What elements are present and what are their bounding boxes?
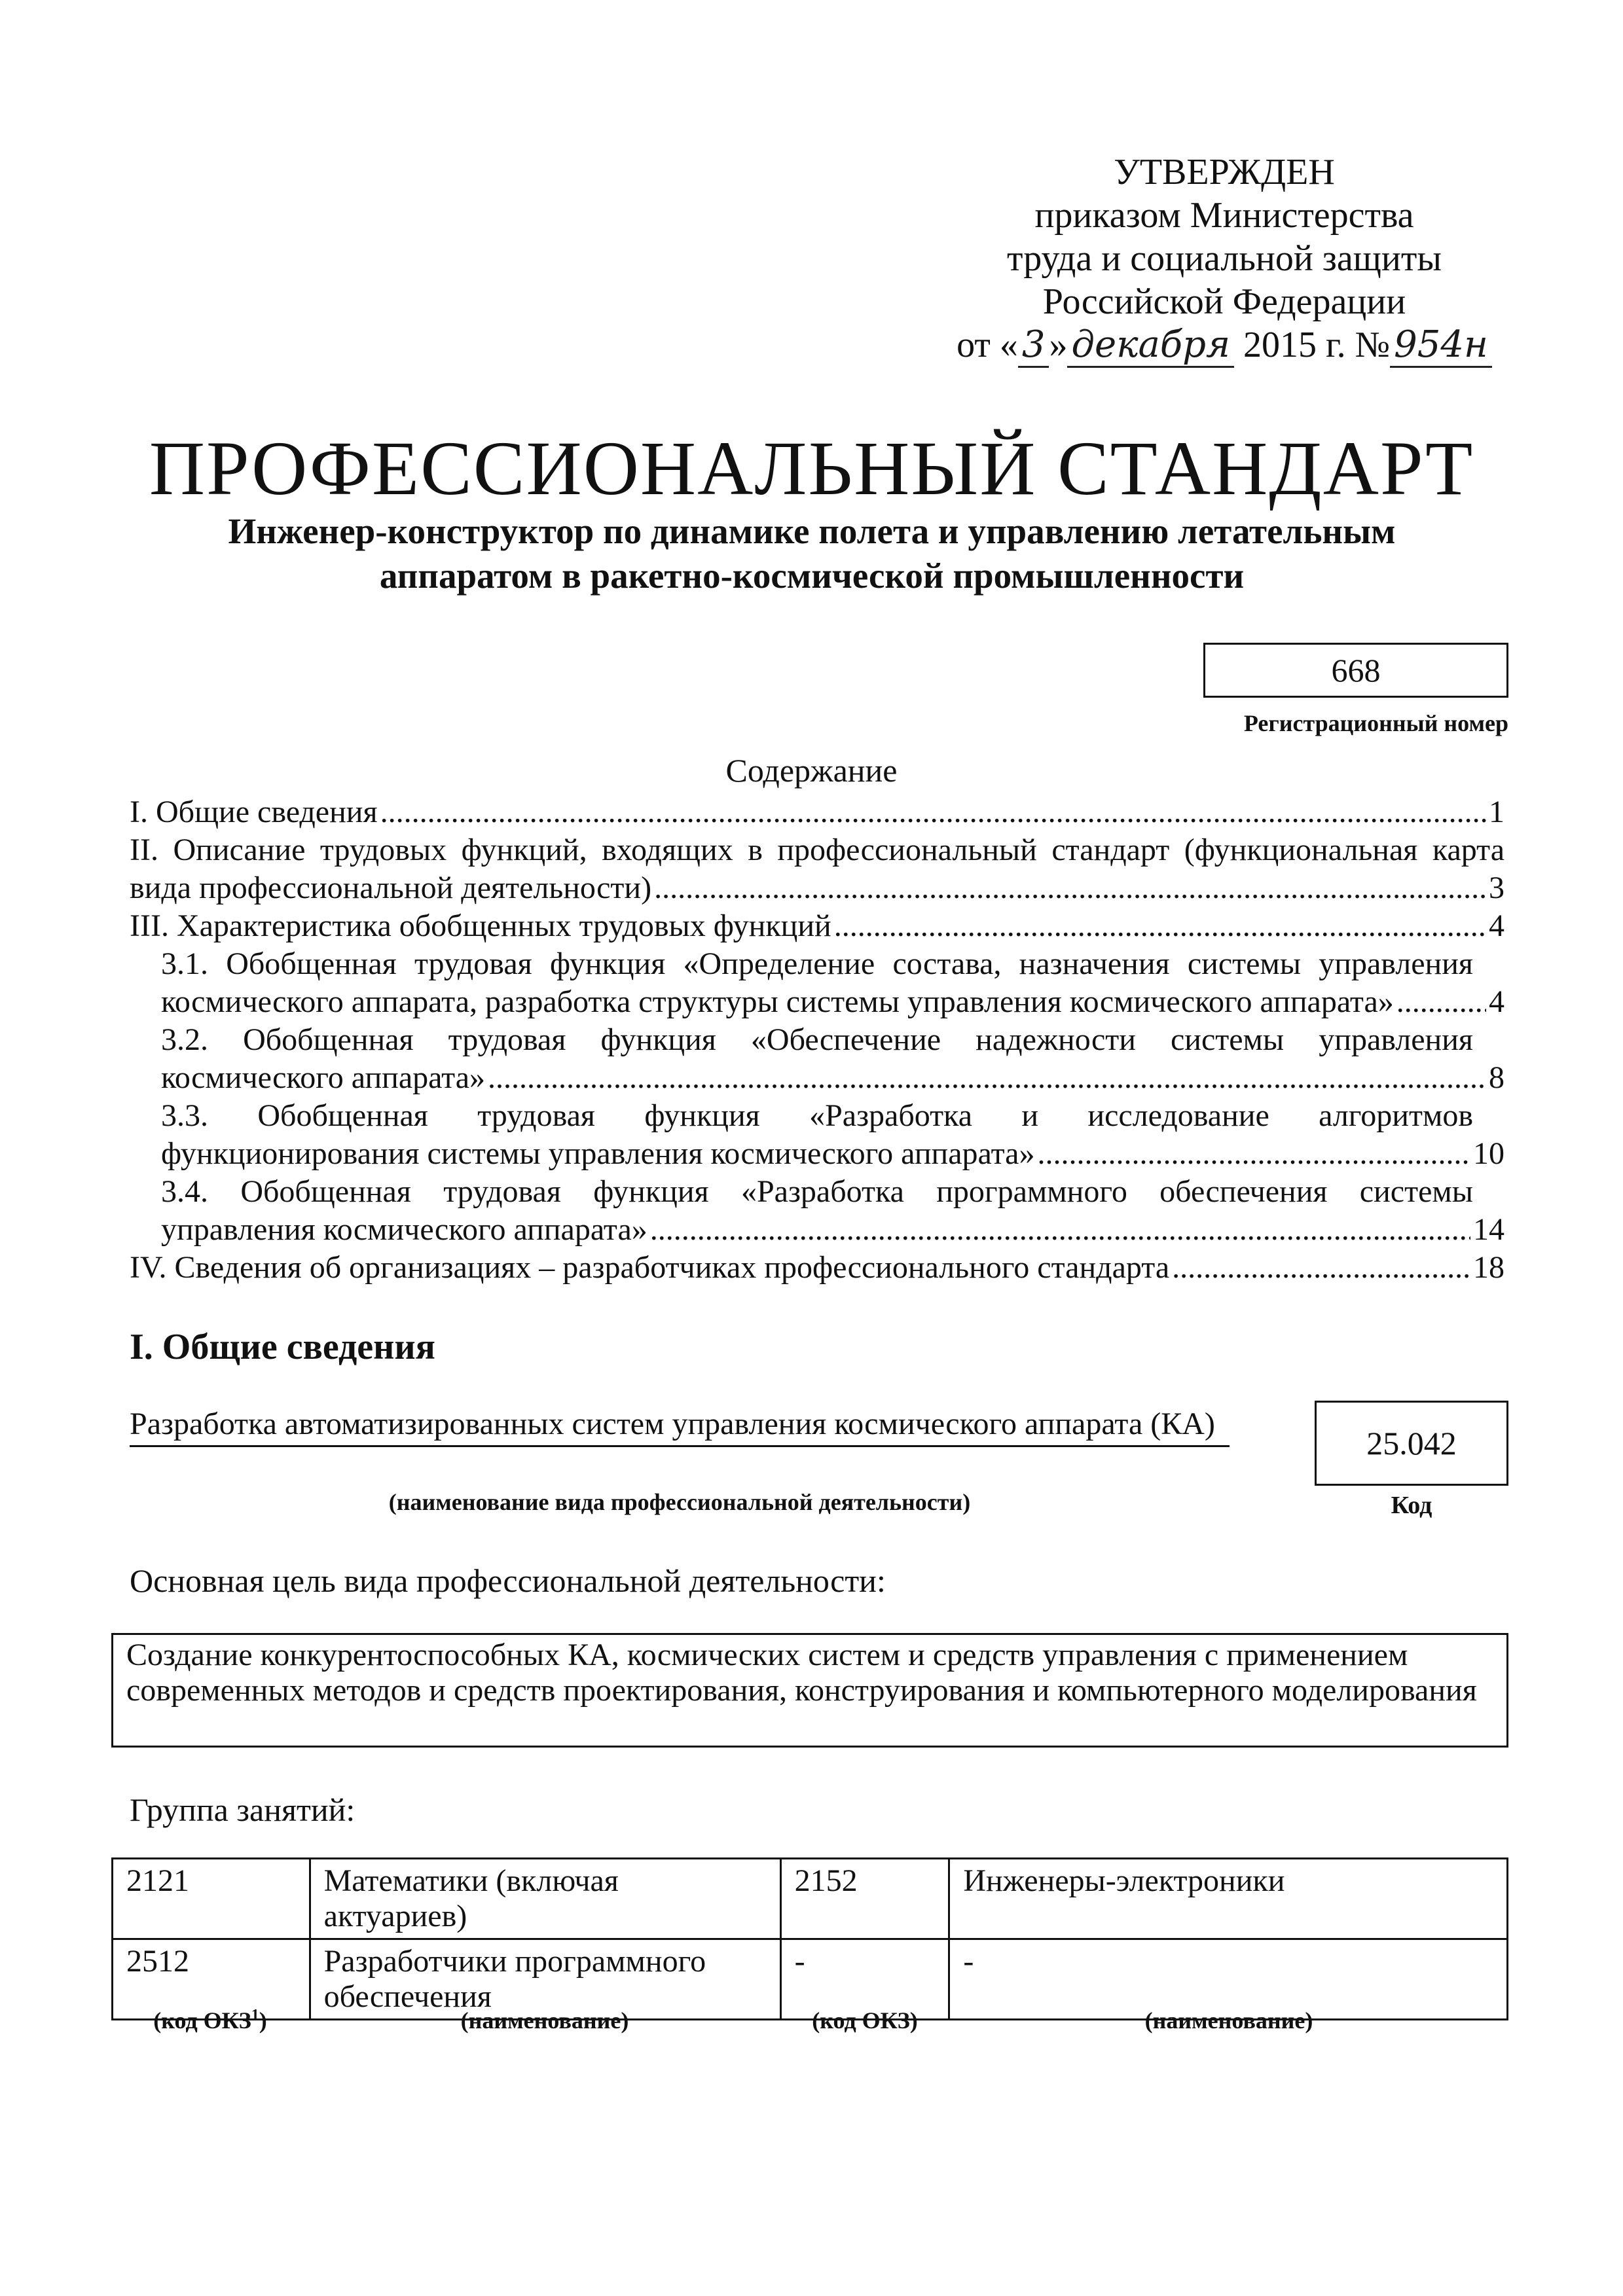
activity-code-label: Код <box>1391 1492 1432 1519</box>
order-number: 954н <box>1390 323 1492 368</box>
occupation-group-label: Группа занятий: <box>130 1791 356 1828</box>
toc-item-page: 10 <box>1473 1136 1504 1171</box>
order-year: 2015 г. № <box>1243 325 1391 365</box>
okz-code-caption: (код ОКЗ) <box>812 2007 918 2034</box>
approval-line: Российской Федерации <box>1042 281 1406 322</box>
toc-title: Содержание <box>725 752 898 789</box>
registration-number-box: 668 <box>1203 643 1508 698</box>
toc-item-text: 3.4. Обобщенная трудовая функция «Разработка программного обеспечения системы <box>161 1174 1473 1209</box>
approval-heading: УТВЕРЖДЕН <box>1114 152 1335 192</box>
toc-item[interactable] <box>130 793 1504 831</box>
toc-item[interactable] <box>130 1173 1504 1249</box>
subtitle-line: Инженер-конструктор по динамике полета и управлению летательным <box>228 511 1396 551</box>
activity-code-box: 25.042 <box>1315 1401 1508 1486</box>
okz-code-caption: (код ОКЗ$^1$) <box>153 2007 267 2034</box>
toc-item[interactable] <box>130 1021 1504 1097</box>
activity-caption: (наименование вида профессиональной деятельности) <box>388 1489 971 1515</box>
toc-item[interactable] <box>130 907 1504 945</box>
toc-item[interactable] <box>130 1097 1504 1173</box>
toc-item-page: 3 <box>1489 870 1504 905</box>
toc-item-text: функционирования системы управления космического аппарата» <box>161 1136 1035 1171</box>
toc-item[interactable] <box>130 1249 1504 1287</box>
occupation-name-cell: Инженеры-электроники <box>949 1859 1508 1939</box>
toc-item-page: 14 <box>1473 1212 1504 1247</box>
name-caption: (наименование) <box>1144 2007 1313 2034</box>
document-subtitle <box>164 509 1460 598</box>
toc-item-text: 3.2. Обобщенная трудовая функция «Обеспечение надежности системы управления <box>161 1022 1473 1057</box>
section-heading: I. Общие сведения <box>130 1327 435 1367</box>
toc-item[interactable] <box>130 945 1504 1021</box>
table-row <box>113 1859 1508 1939</box>
table-of-contents <box>130 793 1504 1287</box>
toc-item-text: управления космического аппарата» <box>161 1212 647 1247</box>
occupation-name-cell: Разработчики программного обеспечения <box>310 1939 780 2020</box>
occupation-name-cell: - <box>949 1939 1508 2020</box>
toc-item-text: IV. Сведения об организациях – разработчиках профессионального стандарта <box>130 1250 1170 1285</box>
order-prefix: от « <box>957 325 1018 365</box>
okz-code-cell: 2512 <box>113 1939 310 2020</box>
okz-code-cell: 2121 <box>113 1859 310 1939</box>
okz-code-cell: 2152 <box>780 1859 949 1939</box>
okz-code-cell: - <box>780 1939 949 2020</box>
toc-item-text: вида профессиональной деятельности) <box>130 870 652 905</box>
footnote-mark: 1 <box>251 2007 259 2024</box>
approval-line: труда и социальной защиты <box>1007 238 1442 279</box>
order-day: 3 <box>1018 323 1049 368</box>
approval-block <box>930 151 1519 367</box>
toc-item-text: 3.3. Обобщенная трудовая функция «Разработка и исследование алгоритмов <box>161 1098 1473 1133</box>
toc-item-page: 18 <box>1473 1250 1504 1285</box>
registration-number-label: Регистрационный номер <box>1243 710 1508 736</box>
name-caption: (наименование) <box>460 2007 629 2034</box>
document-title: ПРОФЕССИОНАЛЬНЫЙ СТАНДАРТ <box>149 425 1474 511</box>
toc-item-text: космического аппарата, разработка структуры системы управления космического аппарата» <box>161 984 1394 1019</box>
toc-item-page: 1 <box>1489 795 1504 829</box>
toc-item-text: I. Общие сведения <box>130 795 378 829</box>
toc-item-text: космического аппарата» <box>161 1060 486 1095</box>
occupation-table <box>111 1857 1508 2020</box>
subtitle-line: аппаратом в ракетно-космической промышленности <box>379 556 1245 596</box>
approval-line: приказом Министерства <box>1034 195 1414 236</box>
goal-label: Основная цель вида профессиональной деятельности: <box>130 1562 886 1599</box>
toc-item-text: II. Описание трудовых функций, входящих в профессиональный стандарт (функциональная карта <box>130 833 1504 867</box>
activity-name: Разработка автоматизированных систем управления космического аппарата (КА) <box>130 1406 1230 1447</box>
order-month: декабря <box>1067 323 1234 368</box>
order-mid: » <box>1049 325 1068 365</box>
toc-item-page: 4 <box>1489 984 1504 1019</box>
goal-text-box: Создание конкурентоспособных КА, космических систем и средств управления с применением современных методов и средств проектирования, конструирования и компьютерного моделирования <box>111 1633 1508 1748</box>
toc-item-page: 8 <box>1489 1060 1504 1095</box>
occupation-name-cell: Математики (включая актуариев) <box>310 1859 780 1939</box>
toc-item-page: 4 <box>1489 908 1504 943</box>
toc-item-text: 3.1. Обобщенная трудовая функция «Определение состава, назначения системы управления <box>161 946 1473 981</box>
toc-item[interactable] <box>130 831 1504 907</box>
order-date-line <box>957 323 1492 367</box>
toc-item-text: III. Характеристика обобщенных трудовых функций <box>130 908 831 943</box>
